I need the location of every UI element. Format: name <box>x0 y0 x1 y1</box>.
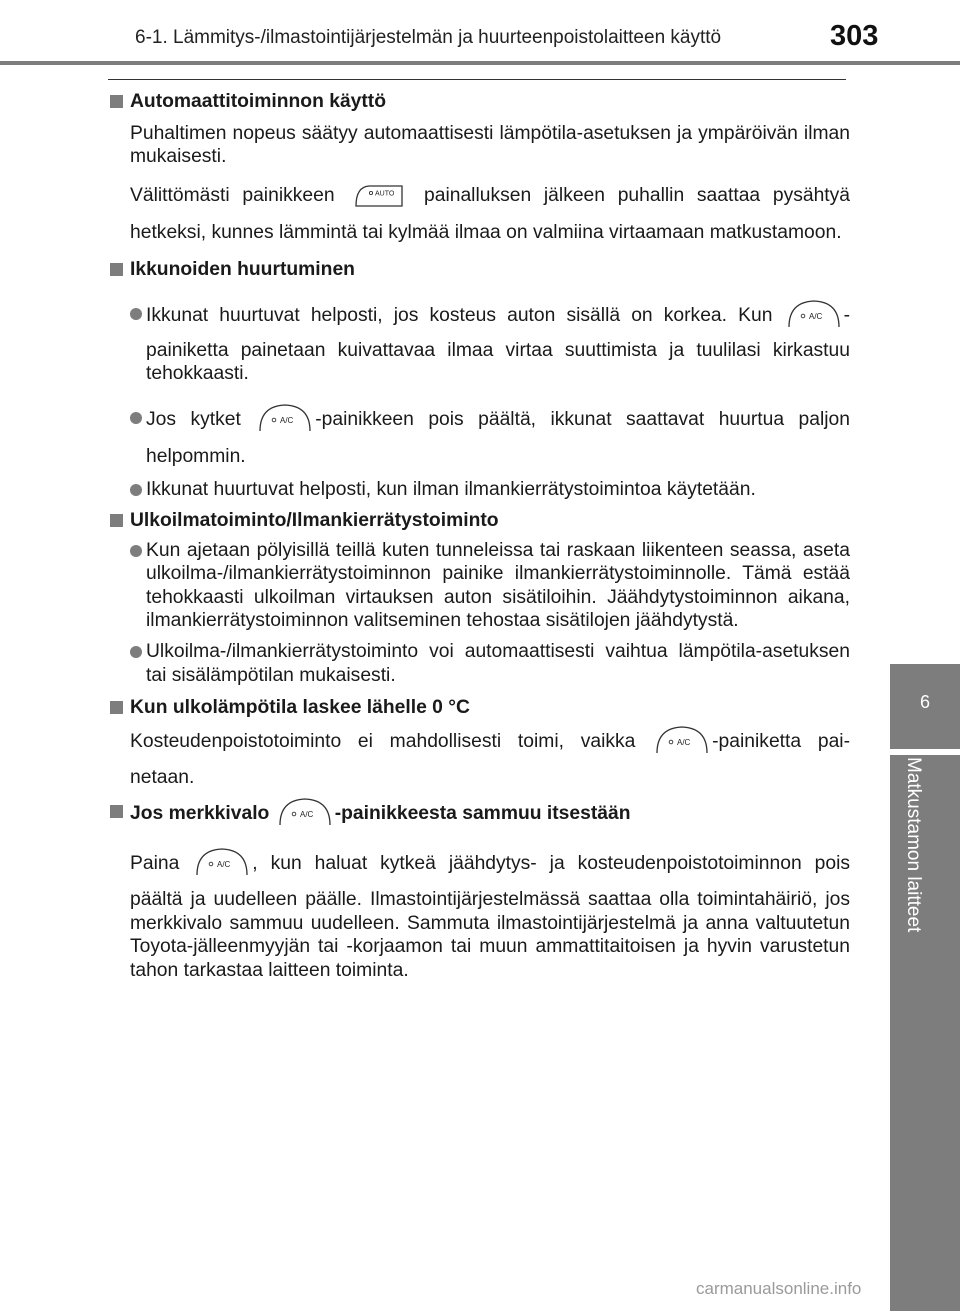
bullet-item: Ulkoilma-/ilmankierrätystoiminto voi automaattisesti vaihtua lämpötila-asetuksen tai sisälämpötilan mukaisesti. <box>130 640 850 687</box>
paragraph: hetkeksi, kunnes lämmintä tai kylmää ilmaa on valmiina virtaamaan matkustamoon. <box>130 222 842 244</box>
ac-button-icon <box>279 798 331 826</box>
paragraph: Puhaltimen nopeus säätyy automaattisesti lämpötila-asetuksen ja ympäröivän ilman mukaisesti. <box>130 122 850 168</box>
heading-square-icon <box>110 514 123 527</box>
bullet-item: Ikkunat huurtuvat helposti, kun ilman ilmankierrätystoimintoa käytetään. <box>130 478 850 502</box>
heading-square-icon <box>110 701 123 714</box>
paragraph: Paina A/C , kun haluat kytkeä jäähdytys- ja kosteudenpoistotoiminnon pois <box>130 850 850 878</box>
svg-text:A/C: A/C <box>217 860 231 870</box>
section-title: 6-1. Lämmitys-/ilmastointijärjestelmän ja huurteenpoistolaitteen käyttö <box>135 27 722 48</box>
bullet-icon <box>130 412 142 424</box>
page-content <box>108 90 850 983</box>
header-rule <box>0 61 960 65</box>
chapter-label: Matkustamon laitteet <box>903 757 924 933</box>
heading-indicator-light: Jos merkkivalo A/C -painikkeesta sammuu itsestään <box>108 800 850 828</box>
paragraph: netaan. <box>130 766 195 788</box>
ac-button-icon <box>196 848 248 876</box>
chapter-number: 6 <box>919 692 930 712</box>
svg-text:A/C: A/C <box>280 415 294 425</box>
bullet-item: Ikkunat huurtuvat helposti, jos kosteus auton sisällä on korkea. Kun A/C - <box>130 302 850 330</box>
heading-square-icon <box>110 263 123 276</box>
svg-text:A/C: A/C <box>808 311 822 321</box>
bullet-item: Kun ajetaan pölyisillä teillä kuten tunneleissa tai raskaan liikenteen seassa, aseta ulkoilma-/ilmankierrätystoiminnon painike ilmankierrätystoiminnolle. Tämä estää tehokkaasti ulkoilman virtauksen auton sisätiloihin. Jäähdytystoiminnon aikana, ilmankierrätystoiminnon valitseminen tehostaa sisätilojen jäähdytystä. <box>130 539 850 633</box>
bullet-item: Jos kytket A/C -painikkeen pois päältä, ikkunat saattavat huurtua paljon <box>130 406 850 434</box>
bullet-icon <box>130 308 142 320</box>
content-top-rule <box>108 79 846 80</box>
bullet-continuation: helpommin. <box>146 445 246 467</box>
ac-button-icon <box>259 404 311 432</box>
bullet-icon <box>130 646 142 658</box>
auto-button-icon <box>355 185 403 207</box>
page-number: 303 <box>830 20 879 52</box>
svg-text:A/C: A/C <box>299 810 314 820</box>
bullet-icon <box>130 484 142 496</box>
heading-fog: Ikkunoiden huurtuminen <box>108 258 850 282</box>
watermark: carmanualsonline.info <box>696 1279 862 1298</box>
ac-button-icon <box>656 726 708 754</box>
svg-text:AUTO: AUTO <box>375 190 395 198</box>
chapter-tab <box>890 664 960 749</box>
heading-recirculation: Ulkoilmatoiminto/Ilmankierrätystoiminto <box>108 509 850 533</box>
chapter-strip <box>890 755 960 1311</box>
bullet-icon <box>130 545 142 557</box>
bullet-continuation: painiketta painetaan kuivattavaa ilmaa virtaa suuttimista ja tuulilasi kirkastuu tehokkaasti. <box>146 339 850 385</box>
paragraph: Kosteudenpoistotoiminto ei mahdollisesti toimi, vaikka A/C -painiketta pai- <box>130 728 850 756</box>
ac-button-icon <box>788 300 840 328</box>
heading-square-icon <box>110 95 123 108</box>
paragraph: päältä ja uudelleen päälle. Ilmastointijärjestelmässä saattaa olla toimintahäiriö, jos merkkivalo sammuu uudelleen. Sammuta ilmastointijärjestelmä ja anna valtuutetun Toyota-jälleenmyyjän tai -korjaamon tai muun ammattitaitoisen ja hyvin varustetun tahon tarkastaa laitteen toiminta. <box>130 889 850 982</box>
heading-square-icon <box>110 805 123 818</box>
paragraph: Välittömästi painikkeen AUTO painalluksen jälkeen puhallin saattaa pysähtyä <box>130 184 851 206</box>
svg-text:A/C: A/C <box>677 737 691 747</box>
heading-cold-temperature: Kun ulkolämpötila laskee lähelle 0 °C <box>108 696 850 720</box>
heading-auto: Automaattitoiminnon käyttö <box>108 90 850 114</box>
